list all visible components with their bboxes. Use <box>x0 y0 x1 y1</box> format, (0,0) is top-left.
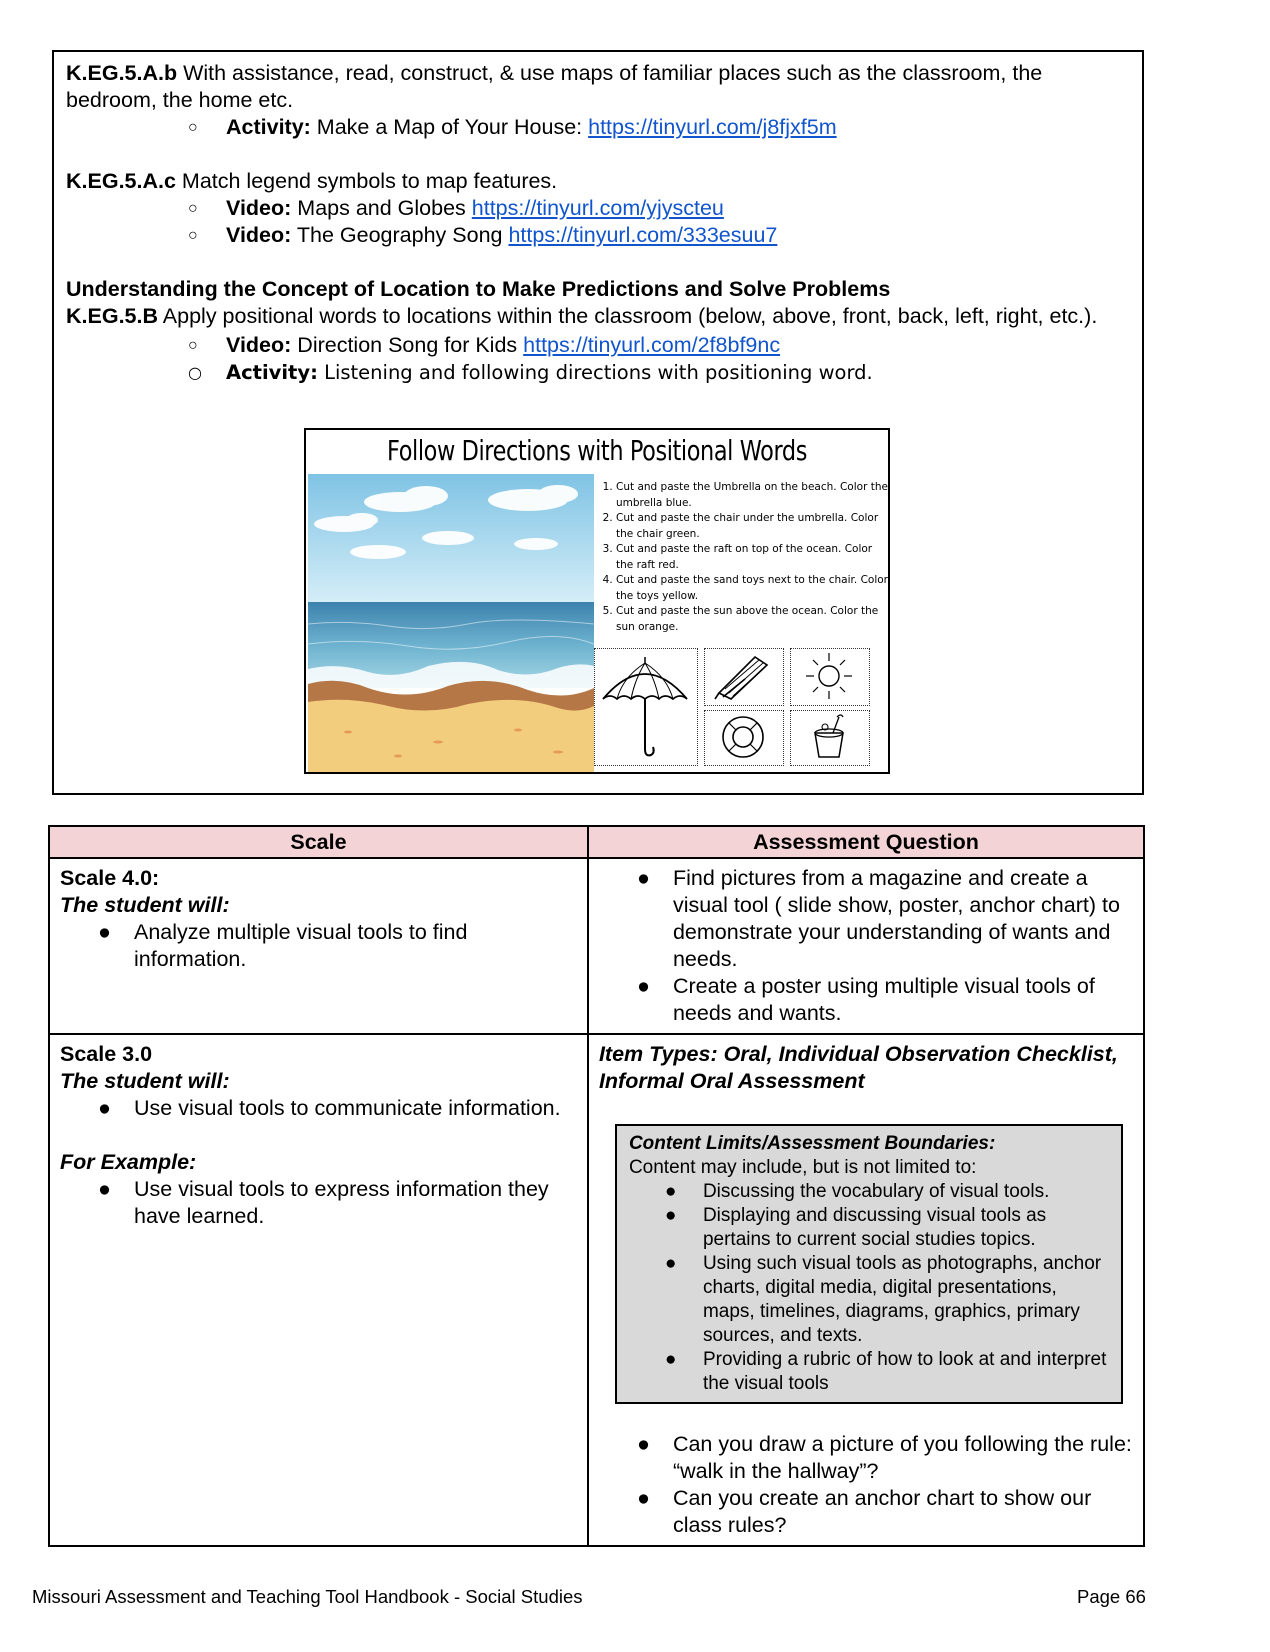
scale-3-questions-cell <box>588 1034 1144 1546</box>
list-item <box>599 1485 1133 1539</box>
beach-chair-icon <box>705 649 781 703</box>
content-limits-box <box>615 1124 1123 1404</box>
activity-text: Make a Map of Your House: <box>310 115 589 139</box>
keg5ab-paragraph <box>66 60 1130 114</box>
location-heading: Understanding the Concept of Location to Make Predictions and Solve Problems <box>66 277 891 301</box>
keg5ac-code: K.EG.5.A.c <box>66 169 176 193</box>
scale-4-title: Scale 4.0: <box>60 866 160 890</box>
worksheet-steps <box>600 480 888 635</box>
sun-icon <box>791 649 867 703</box>
video-label: Video: <box>226 223 292 247</box>
scale-header: Scale <box>49 826 588 858</box>
list-item <box>629 1180 1111 1204</box>
keg5b-video <box>66 332 1130 359</box>
video-text: Direction Song for Kids <box>291 333 524 357</box>
sun-cutout <box>790 648 870 706</box>
sand-bucket-icon <box>791 711 867 763</box>
bullet-icon: ● <box>636 866 650 890</box>
keg5ac-video-2 <box>66 222 1130 249</box>
bullet-icon: ● <box>664 1181 677 1202</box>
for-example-label: For Example: <box>60 1150 197 1174</box>
worksheet-step: 5. Cut and paste the sun above the ocean. Color the sun orange. <box>616 604 888 635</box>
student-will-label: The student will: <box>60 1069 230 1093</box>
keg5b-code: K.EG.5.B <box>66 304 158 328</box>
hollow-bullet-icon: ○ <box>188 200 198 217</box>
list-item-text: Using such visual tools as photographs, anchor charts, digital media, digital presentations, maps, timelines, diagrams, graphics, primary sources, and texts. <box>702 1253 1102 1346</box>
map-house-link[interactable]: https://tinyurl.com/j8fjxf5m <box>588 115 837 139</box>
keg5b-text: Apply positional words to locations within the classroom (below, above, front, back, left, right, etc.). <box>158 304 1098 328</box>
bullet-icon: ● <box>636 1432 650 1456</box>
activity-label: Activity: <box>226 361 318 384</box>
list-item-text: Analyze multiple visual tools to find information. <box>134 920 468 971</box>
list-item-text: Create a poster using multiple visual tools of needs and wants. <box>672 974 1095 1025</box>
keg5ab-text: With assistance, read, construct, & use maps of familiar places such as the classroom, the bedroom, the home etc. <box>66 61 1043 112</box>
beach-chair-cutout <box>704 648 784 706</box>
scale-4-questions-cell <box>588 858 1144 1034</box>
keg5b-activity <box>66 359 1130 386</box>
list-item <box>60 1095 577 1122</box>
worksheet-image <box>304 428 890 774</box>
keg5ac-paragraph <box>66 168 1130 195</box>
content-limits-intro: Content may include, but is not limited to: <box>628 1157 977 1178</box>
hollow-bullet-icon: ○ <box>188 363 202 382</box>
content-limits-title: Content Limits/Assessment Boundaries: <box>628 1133 996 1154</box>
list-item-text: Can you draw a picture of you following the rule: “walk in the hallway”? <box>672 1432 1132 1483</box>
hollow-bullet-icon: ○ <box>188 337 198 354</box>
list-item <box>599 1431 1133 1485</box>
worksheet-step: 2. Cut and paste the chair under the umbrella. Color the chair green. <box>616 511 888 542</box>
bullet-icon: ● <box>636 1486 650 1510</box>
list-item-text: Use visual tools to communicate information. <box>134 1096 561 1120</box>
bullet-icon: ● <box>664 1205 677 1226</box>
umbrella-icon <box>595 649 695 763</box>
list-item-text: Displaying and discussing visual tools as pertains to current social studies topics. <box>702 1205 1047 1250</box>
keg5ac-video-1 <box>66 195 1130 222</box>
video-label: Video: <box>226 333 292 357</box>
bullet-icon: ● <box>98 1096 111 1120</box>
footer-title: Missouri Assessment and Teaching Tool Handbook - Social Studies <box>32 1586 583 1607</box>
video-text: The Geography Song <box>291 223 509 247</box>
direction-song-link[interactable]: https://tinyurl.com/2f8bf9nc <box>523 333 781 357</box>
list-item <box>599 865 1133 973</box>
umbrella-cutout <box>594 648 698 766</box>
keg5ac-text: Match legend symbols to map features. <box>175 169 558 193</box>
list-item <box>60 1176 577 1230</box>
video-text: Maps and Globes <box>291 196 472 220</box>
bullet-icon: ● <box>98 1177 111 1201</box>
sand-bucket-cutout <box>790 710 870 766</box>
bullet-icon: ● <box>664 1253 677 1274</box>
life-ring-cutout <box>704 710 784 766</box>
scale-4-cell <box>49 858 588 1034</box>
item-types: Item Types: Oral, Individual Observation Checklist, Informal Oral Assessment <box>598 1042 1118 1093</box>
page-number: Page 66 <box>1077 1586 1146 1607</box>
hollow-bullet-icon: ○ <box>188 119 198 136</box>
scale-table-header-row <box>49 826 1144 858</box>
life-ring-icon <box>705 711 781 763</box>
scale-3-row <box>49 1034 1144 1546</box>
list-item-text: Providing a rubric of how to look at and interpret the visual tools <box>702 1349 1107 1394</box>
activity-text: Listening and following directions with positioning word. <box>317 361 873 384</box>
bullet-icon: ● <box>98 920 111 944</box>
list-item <box>60 919 577 973</box>
assessment-question-header: Assessment Question <box>588 826 1144 858</box>
keg5b-paragraph <box>66 303 1130 330</box>
bullet-icon: ● <box>664 1349 677 1370</box>
worksheet-step: 3. Cut and paste the raft on top of the ocean. Color the raft red. <box>616 542 888 573</box>
scale-4-row <box>49 858 1144 1034</box>
activity-label: Activity: <box>226 115 311 139</box>
scale-3-cell <box>49 1034 588 1546</box>
video-label: Video: <box>226 196 292 220</box>
list-item-text: Discussing the vocabulary of visual tools. <box>702 1181 1050 1202</box>
list-item-text: Use visual tools to express information they have learned. <box>134 1177 549 1228</box>
worksheet-step: 1. Cut and paste the Umbrella on the beach. Color the umbrella blue. <box>616 480 888 511</box>
scale-table <box>48 825 1145 1547</box>
geography-song-link[interactable]: https://tinyurl.com/333esuu7 <box>508 223 778 247</box>
list-item <box>629 1204 1111 1252</box>
student-will-label: The student will: <box>60 893 230 917</box>
bullet-icon: ● <box>636 974 650 998</box>
list-item <box>599 973 1133 1027</box>
keg5ab-activity <box>66 114 1130 141</box>
hollow-bullet-icon: ○ <box>188 227 198 244</box>
list-item-text: Find pictures from a magazine and create a visual tool ( slide show, poster, anchor chart) to demonstrate your understanding of wants and needs. <box>672 866 1120 971</box>
list-item <box>629 1252 1111 1348</box>
worksheet-title: Follow Directions with Positional Words <box>387 434 807 467</box>
list-item-text: Can you create an anchor chart to show our class rules? <box>672 1486 1092 1537</box>
scale-3-title: Scale 3.0 <box>60 1042 153 1066</box>
worksheet-step: 4. Cut and paste the sand toys next to the chair. Color the toys yellow. <box>616 573 888 604</box>
maps-globes-link[interactable]: https://tinyurl.com/yjyscteu <box>471 196 724 220</box>
beach-scene-illustration <box>308 474 594 772</box>
list-item <box>629 1348 1111 1396</box>
keg5ab-code: K.EG.5.A.b <box>66 61 178 85</box>
